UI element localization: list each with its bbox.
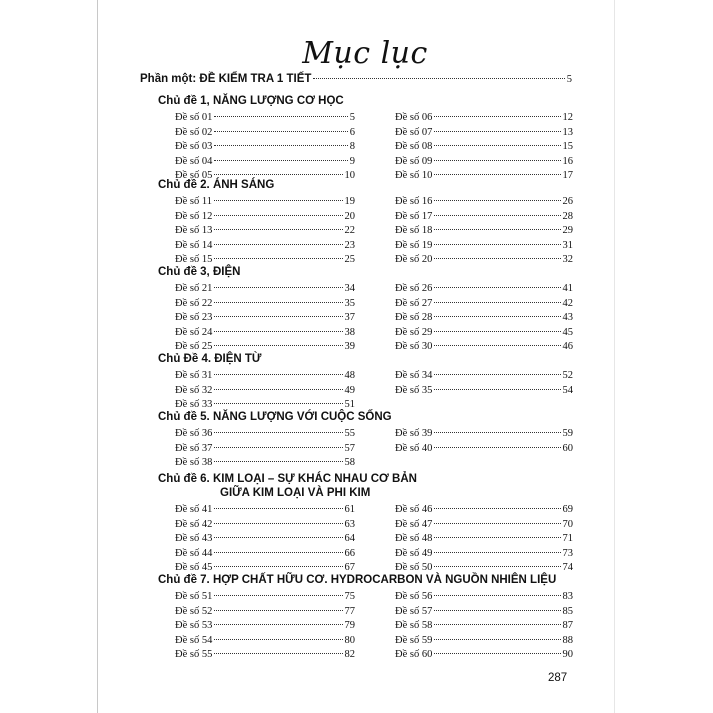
toc-entry xyxy=(175,442,355,456)
dot-leader xyxy=(434,116,560,117)
dot-leader xyxy=(434,145,560,146)
entry-label: Đề số 57 xyxy=(395,605,433,617)
entry-label: Đề số 32 xyxy=(175,384,213,396)
dot-leader xyxy=(214,316,342,317)
dot-leader xyxy=(214,537,342,538)
entry-label: Đề số 43 xyxy=(175,533,213,545)
entry-page: 34 xyxy=(344,283,355,294)
entry-label: Đề số 13 xyxy=(175,225,213,237)
dot-leader xyxy=(214,624,342,625)
entry-label: Đề số 09 xyxy=(395,155,433,167)
entry-label: Đề số 59 xyxy=(395,634,433,646)
toc-entry xyxy=(175,155,355,169)
dot-leader xyxy=(214,345,342,346)
dot-leader xyxy=(214,552,342,553)
entry-label: Đề số 51 xyxy=(175,591,213,602)
dot-leader xyxy=(214,595,342,596)
dot-leader xyxy=(214,200,343,201)
dot-leader xyxy=(313,78,564,79)
entry-label: Đề số 16 xyxy=(395,196,433,207)
dot-leader xyxy=(214,331,342,332)
toc-entry xyxy=(395,427,573,441)
entry-page: 46 xyxy=(562,341,573,353)
chapter-title: Chủ đề 5. NĂNG LƯỢNG VỚI CUỘC SỐNG xyxy=(158,411,392,423)
entry-page: 26 xyxy=(562,196,573,207)
toc-entry xyxy=(395,503,573,517)
entry-page: 39 xyxy=(344,341,355,353)
toc-entry xyxy=(395,590,573,604)
dot-leader xyxy=(214,174,342,175)
chapter-title: Chủ đề 6. KIM LOẠI – SỰ KHÁC NHAU CƠ BẢN xyxy=(158,473,417,485)
dot-leader xyxy=(214,653,342,654)
toc-entry xyxy=(175,210,355,224)
entry-page: 60 xyxy=(562,442,573,454)
entry-page: 80 xyxy=(344,634,355,646)
entry-page: 69 xyxy=(562,504,573,515)
entry-label: Đề số 60 xyxy=(395,649,433,661)
chapter-title: Chủ đề 1, NĂNG LƯỢNG CƠ HỌC xyxy=(158,95,344,107)
entry-page: 12 xyxy=(562,112,573,123)
toc-entry xyxy=(175,195,355,209)
toc-entry xyxy=(395,311,573,325)
dot-leader xyxy=(214,447,342,448)
entry-label: Đề số 01 xyxy=(175,112,213,123)
entry-label: Đề số 34 xyxy=(395,370,433,381)
toc-entry xyxy=(395,442,573,456)
part-heading xyxy=(140,73,572,89)
chapter-title-cont: GIỮA KIM LOẠI VÀ PHI KIM xyxy=(220,487,371,499)
toc-entry xyxy=(395,224,573,238)
entry-label: Đề số 20 xyxy=(395,254,433,266)
toc-entry xyxy=(395,126,573,140)
entry-page: 42 xyxy=(562,297,573,309)
toc-title: Mục lục xyxy=(302,36,428,71)
dot-leader xyxy=(434,432,560,433)
entry-page: 29 xyxy=(562,225,573,237)
toc-entry xyxy=(395,384,573,398)
chapter-heading xyxy=(158,410,578,424)
toc-entry xyxy=(395,282,573,296)
entry-label: Đề số 05 xyxy=(175,170,213,182)
dot-leader xyxy=(434,447,560,448)
entry-page: 10 xyxy=(344,170,355,182)
entry-page: 43 xyxy=(562,312,573,324)
entry-label: Đề số 40 xyxy=(395,442,433,454)
entry-label: Đề số 15 xyxy=(175,254,213,266)
entry-label: Đề số 21 xyxy=(175,283,213,294)
toc-entry xyxy=(395,140,573,154)
toc-entry xyxy=(395,326,573,340)
entry-label: Đề số 36 xyxy=(175,428,213,439)
toc-entry xyxy=(175,239,355,253)
entry-page: 23 xyxy=(344,239,355,251)
toc-entry xyxy=(175,111,355,125)
toc-entry xyxy=(175,369,355,383)
toc-entry xyxy=(175,532,355,546)
dot-leader xyxy=(214,508,342,509)
toc-entry xyxy=(395,155,573,169)
entry-page: 32 xyxy=(562,254,573,266)
dot-leader xyxy=(214,403,342,404)
toc-entry xyxy=(175,619,355,633)
entry-page: 90 xyxy=(562,649,573,661)
dot-leader xyxy=(214,116,347,117)
toc-entry xyxy=(395,532,573,546)
toc-entry xyxy=(175,590,355,604)
toc-entry xyxy=(175,311,355,325)
dot-leader xyxy=(214,461,342,462)
chapter-title: Chủ đề 2. ÁNH SÁNG xyxy=(158,179,275,191)
dot-leader xyxy=(434,258,560,259)
entry-label: Đề số 02 xyxy=(175,126,213,138)
dot-leader xyxy=(214,215,342,216)
toc-entry xyxy=(175,605,355,619)
dot-leader xyxy=(214,610,342,611)
part-label: Phần một: ĐỀ KIỂM TRA 1 TIẾT xyxy=(140,73,312,85)
entry-label: Đề số 52 xyxy=(175,605,213,617)
entry-label: Đề số 26 xyxy=(395,283,433,294)
entry-page: 58 xyxy=(344,457,355,469)
chapter-heading xyxy=(158,265,578,279)
dot-leader xyxy=(434,345,560,346)
entry-page: 19 xyxy=(344,196,355,207)
entry-label: Đề số 44 xyxy=(175,547,213,559)
entry-label: Đề số 14 xyxy=(175,239,213,251)
toc-entry xyxy=(395,634,573,648)
entry-page: 85 xyxy=(562,605,573,617)
entry-page: 20 xyxy=(344,210,355,222)
entry-label: Đề số 19 xyxy=(395,239,433,251)
part-page: 5 xyxy=(566,74,572,85)
toc-entry xyxy=(395,648,573,662)
dot-leader xyxy=(434,552,560,553)
entry-page: 88 xyxy=(562,634,573,646)
entry-label: Đề số 28 xyxy=(395,312,433,324)
entry-page: 41 xyxy=(562,283,573,294)
entry-page: 79 xyxy=(344,620,355,632)
entry-label: Đề số 07 xyxy=(395,126,433,138)
entry-page: 38 xyxy=(344,326,355,338)
entry-page: 49 xyxy=(344,384,355,396)
entry-label: Đề số 03 xyxy=(175,141,213,153)
entry-page: 74 xyxy=(562,562,573,574)
toc-entry xyxy=(395,518,573,532)
entry-page: 82 xyxy=(344,649,355,661)
dot-leader xyxy=(214,131,347,132)
chapter-heading xyxy=(158,94,578,108)
entry-label: Đề số 38 xyxy=(175,457,213,469)
toc-entry xyxy=(395,210,573,224)
toc-entry xyxy=(395,239,573,253)
entry-label: Đề số 47 xyxy=(395,518,433,530)
dot-leader xyxy=(214,229,342,230)
entry-label: Đề số 31 xyxy=(175,370,213,381)
entry-label: Đề số 37 xyxy=(175,442,213,454)
entry-page: 54 xyxy=(562,384,573,396)
chapter-heading xyxy=(158,178,578,192)
toc-entry xyxy=(395,369,573,383)
toc-entry xyxy=(395,547,573,561)
entry-page: 45 xyxy=(562,326,573,338)
page-edge-right xyxy=(614,0,615,713)
entry-page: 71 xyxy=(562,533,573,545)
entry-page: 22 xyxy=(344,225,355,237)
entry-label: Đề số 29 xyxy=(395,326,433,338)
entry-label: Đề số 10 xyxy=(395,170,433,182)
toc-entry xyxy=(395,195,573,209)
entry-page: 6 xyxy=(349,126,355,138)
toc-entry xyxy=(175,384,355,398)
entry-page: 64 xyxy=(344,533,355,545)
dot-leader xyxy=(434,131,560,132)
toc-entry xyxy=(395,297,573,311)
entry-page: 13 xyxy=(562,126,573,138)
dot-leader xyxy=(434,331,560,332)
entry-label: Đề số 48 xyxy=(395,533,433,545)
entry-label: Đề số 46 xyxy=(395,504,433,515)
entry-label: Đề số 55 xyxy=(175,649,213,661)
dot-leader xyxy=(434,200,560,201)
toc-entry xyxy=(175,648,355,662)
entry-label: Đề số 06 xyxy=(395,112,433,123)
toc-entry xyxy=(175,297,355,311)
entry-label: Đề số 41 xyxy=(175,504,213,515)
entry-label: Đề số 39 xyxy=(395,428,433,439)
entry-page: 5 xyxy=(349,112,355,123)
entry-page: 73 xyxy=(562,547,573,559)
entry-page: 59 xyxy=(562,428,573,439)
entry-page: 31 xyxy=(562,239,573,251)
toc-entry xyxy=(175,547,355,561)
toc-entry xyxy=(175,224,355,238)
entry-page: 8 xyxy=(349,141,355,153)
dot-leader xyxy=(434,302,560,303)
dot-leader xyxy=(434,610,560,611)
entry-label: Đề số 23 xyxy=(175,312,213,324)
dot-leader xyxy=(214,244,342,245)
entry-label: Đề số 12 xyxy=(175,210,213,222)
entry-label: Đề số 17 xyxy=(395,210,433,222)
dot-leader xyxy=(434,316,560,317)
entry-page: 51 xyxy=(344,399,355,411)
dot-leader xyxy=(434,215,560,216)
entry-page: 61 xyxy=(344,504,355,515)
entry-label: Đề số 04 xyxy=(175,155,213,167)
dot-leader xyxy=(434,523,560,524)
chapter-title: Chủ đề 7. HỢP CHẤT HỮU CƠ. HYDROCARBON VÀ NGUỒN NHIÊN LIỆU xyxy=(158,574,557,586)
entry-page: 15 xyxy=(562,141,573,153)
dot-leader xyxy=(434,624,560,625)
dot-leader xyxy=(434,174,560,175)
dot-leader xyxy=(434,244,560,245)
toc-entry xyxy=(395,619,573,633)
entry-label: Đề số 54 xyxy=(175,634,213,646)
toc-entry xyxy=(175,634,355,648)
entry-label: Đề số 30 xyxy=(395,341,433,353)
chapter-title: Chủ Đề 4. ĐIỆN TỪ xyxy=(158,353,262,365)
entry-label: Đề số 08 xyxy=(395,141,433,153)
entry-label: Đề số 11 xyxy=(175,196,212,207)
toc-entry xyxy=(175,518,355,532)
dot-leader xyxy=(434,653,560,654)
entry-label: Đề số 53 xyxy=(175,620,213,632)
dot-leader xyxy=(214,258,342,259)
entry-page: 67 xyxy=(344,562,355,574)
dot-leader xyxy=(434,566,560,567)
entry-label: Đề số 25 xyxy=(175,341,213,353)
entry-label: Đề số 27 xyxy=(395,297,433,309)
toc-entry xyxy=(175,503,355,517)
entry-label: Đề số 58 xyxy=(395,620,433,632)
entry-label: Đề số 22 xyxy=(175,297,213,309)
entry-page: 87 xyxy=(562,620,573,632)
dot-leader xyxy=(434,639,560,640)
dot-leader xyxy=(214,566,342,567)
dot-leader xyxy=(214,145,347,146)
entry-page: 57 xyxy=(344,442,355,454)
dot-leader xyxy=(434,537,560,538)
entry-page: 25 xyxy=(344,254,355,266)
entry-page: 9 xyxy=(349,155,355,167)
toc-entry xyxy=(175,282,355,296)
entry-label: Đề số 45 xyxy=(175,562,213,574)
toc-entry xyxy=(175,140,355,154)
toc-entry xyxy=(175,427,355,441)
dot-leader xyxy=(214,639,342,640)
dot-leader xyxy=(434,389,560,390)
entry-label: Đề số 35 xyxy=(395,384,433,396)
entry-page: 28 xyxy=(562,210,573,222)
entry-page: 55 xyxy=(344,428,355,439)
dot-leader xyxy=(434,229,560,230)
dot-leader xyxy=(214,302,342,303)
entry-label: Đề số 49 xyxy=(395,547,433,559)
entry-label: Đề số 24 xyxy=(175,326,213,338)
entry-page: 35 xyxy=(344,297,355,309)
toc-entry xyxy=(175,326,355,340)
dot-leader xyxy=(434,374,560,375)
entry-label: Đề số 42 xyxy=(175,518,213,530)
entry-page: 66 xyxy=(344,547,355,559)
entry-page: 16 xyxy=(562,155,573,167)
dot-leader xyxy=(214,160,347,161)
entry-page: 37 xyxy=(344,312,355,324)
chapter-heading xyxy=(158,472,578,500)
dot-leader xyxy=(214,374,342,375)
dot-leader xyxy=(434,508,560,509)
toc-entry xyxy=(175,456,355,470)
entry-page: 75 xyxy=(344,591,355,602)
entry-page: 48 xyxy=(344,370,355,381)
dot-leader xyxy=(214,287,342,288)
dot-leader xyxy=(434,595,560,596)
page-edge xyxy=(97,0,98,713)
page-number: 287 xyxy=(548,672,568,684)
dot-leader xyxy=(434,287,560,288)
chapter-heading xyxy=(158,573,578,587)
dot-leader xyxy=(214,432,342,433)
chapter-title: Chủ đề 3, ĐIỆN xyxy=(158,266,241,278)
entry-label: Đề số 50 xyxy=(395,562,433,574)
entry-label: Đề số 56 xyxy=(395,591,433,602)
dot-leader xyxy=(214,389,342,390)
entry-page: 52 xyxy=(562,370,573,381)
entry-page: 70 xyxy=(562,518,573,530)
dot-leader xyxy=(434,160,560,161)
dot-leader xyxy=(214,523,342,524)
chapter-heading xyxy=(158,352,578,366)
toc-entry xyxy=(175,126,355,140)
entry-label: Đề số 33 xyxy=(175,399,213,411)
entry-page: 77 xyxy=(344,605,355,617)
entry-label: Đề số 18 xyxy=(395,225,433,237)
entry-page: 63 xyxy=(344,518,355,530)
toc-entry xyxy=(395,111,573,125)
entry-page: 83 xyxy=(562,591,573,602)
toc-entry xyxy=(395,605,573,619)
entry-page: 17 xyxy=(562,170,573,182)
